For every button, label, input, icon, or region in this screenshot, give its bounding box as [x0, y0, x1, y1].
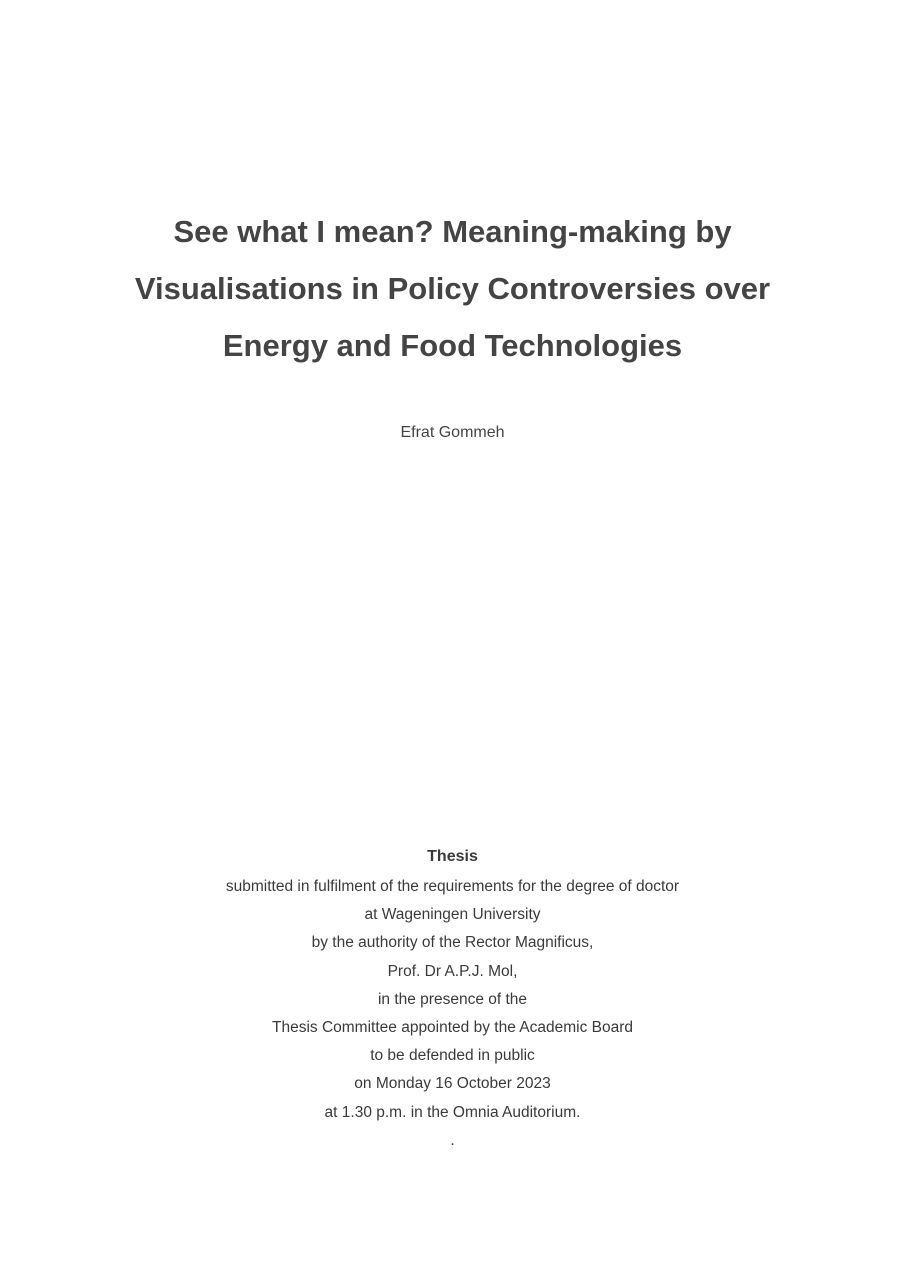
thesis-heading: Thesis [427, 848, 478, 865]
thesis-line: Prof. Dr A.P.J. Mol, [387, 962, 518, 980]
thesis-line: to be defended in public [370, 1047, 535, 1065]
thesis-line: . [450, 1131, 455, 1149]
thesis-line: at Wageningen University [364, 906, 541, 924]
thesis-line: at 1.30 p.m. in the Omnia Auditorium. [324, 1103, 581, 1121]
thesis-statement [0, 845, 905, 1155]
thesis-line: submitted in fulfilment of the requirements for the degree of doctor [225, 878, 680, 895]
thesis-line: Thesis Committee appointed by the Academic Board [272, 1019, 633, 1037]
title-line: Visualisations in Policy Controversies over [134, 271, 771, 306]
author-name: Efrat Gommeh [400, 424, 505, 441]
thesis-title [0, 203, 905, 374]
title-line: See what I mean? Meaning-making by [173, 214, 732, 249]
thesis-line: by the authority of the Rector Magnificus, [311, 934, 594, 952]
thesis-line: in the presence of the [377, 990, 528, 1008]
thesis-line: on Monday 16 October 2023 [354, 1075, 551, 1093]
title-line: Energy and Food Technologies [222, 328, 683, 363]
